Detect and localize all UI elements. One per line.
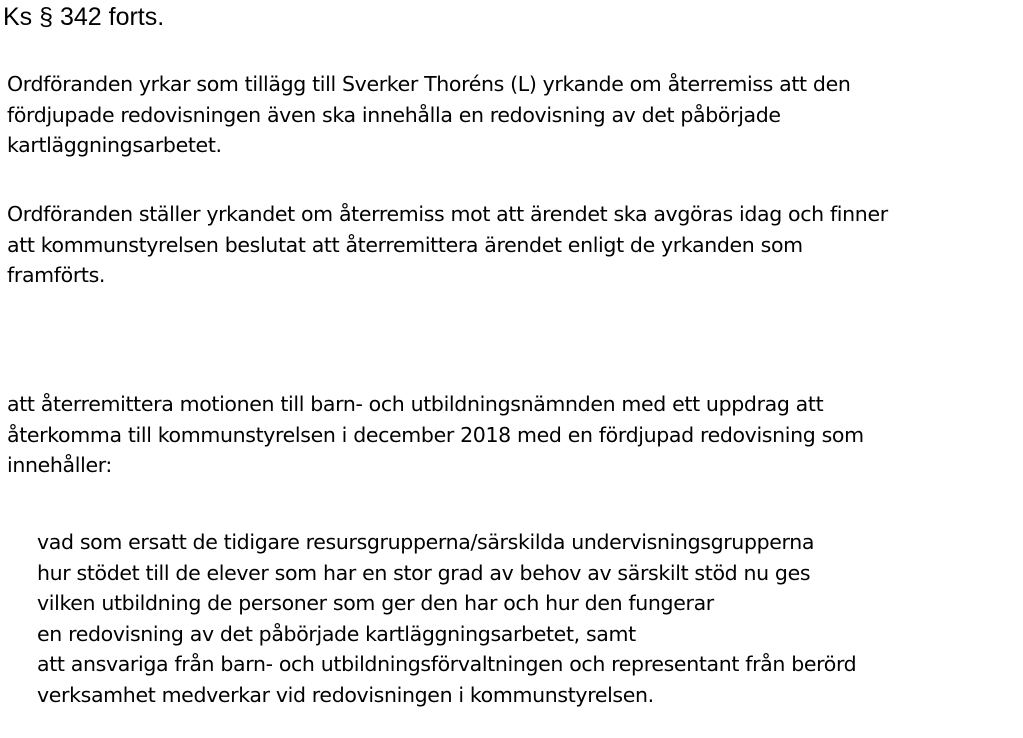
paragraph-decision [7,389,864,481]
list-item: vilken utbildning de personer som ger den har och hur den fungerar [37,591,714,615]
paragraph-line: återkomma till kommunstyrelsen i december 2018 med en fördjupad redovisning som [7,422,864,447]
paragraph-line: att återremittera motionen till barn- och utbildningsnämnden med ett uppdrag att [7,392,824,416]
list-item: en redovisning av det påbörjade kartläggningsarbetet, samt [37,621,636,646]
list-item: att ansvariga från barn- och utbildningsförvaltningen och representant från berörd [37,652,857,676]
list-item: hur stödet till de elever som har en stor grad av behov av särskilt stöd nu ges [37,560,811,585]
paragraph-line: kartläggningsarbetet. [7,133,222,157]
list-item: verksamhet medverkar vid redovisningen i kommunstyrelsen. [37,682,654,707]
requirements-list [37,527,856,710]
paragraph-proposition [7,199,888,291]
paragraph-tillagg [7,69,850,161]
section-heading: Ks § 342 forts. [3,3,165,31]
paragraph-line: framförts. [7,263,106,287]
paragraph-line: fördjupade redovisningen även ska innehålla en redovisning av det påbörjade [7,102,781,127]
paragraph-line: Ordföranden yrkar som tillägg till Sverker Thoréns (L) yrkande om återremiss att den [7,72,851,96]
paragraph-line: Ordföranden ställer yrkandet om återremiss mot att ärendet ska avgöras idag och finner [7,202,888,226]
paragraph-line: att kommunstyrelsen beslutat att återremittera ärendet enligt de yrkanden som [7,232,803,257]
list-item: vad som ersatt de tidigare resursgrupperna/särskilda undervisningsgrupperna [37,530,815,554]
paragraph-line: innehåller: [7,453,112,477]
